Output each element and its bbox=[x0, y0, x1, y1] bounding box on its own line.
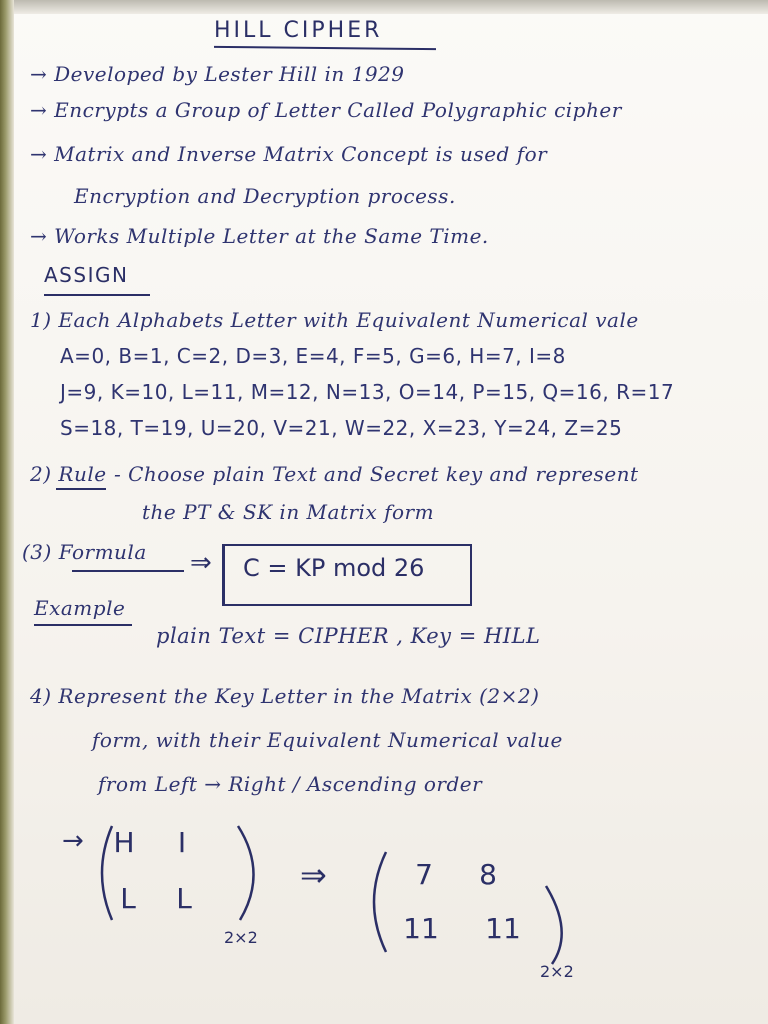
step2-text: - Choose plain Text and Secret key and represent bbox=[114, 462, 639, 486]
intro-line-5: → Works Multiple Letter at the Same Time. bbox=[30, 224, 489, 248]
matrix-number-11-1: 11 bbox=[403, 912, 439, 945]
step2-label: 2) Rule bbox=[30, 462, 107, 486]
formula-underline bbox=[72, 570, 184, 572]
matrix-dim-left: 2×2 bbox=[224, 928, 258, 947]
intro-line-4: Encryption and Decryption process. bbox=[74, 184, 456, 208]
right-paren-left bbox=[374, 852, 386, 952]
intro-line-1: → Developed by Lester Hill in 1929 bbox=[30, 62, 405, 86]
intro-line-2: → Encrypts a Group of Letter Called Polygraphic cipher bbox=[30, 98, 622, 122]
page-left-edge bbox=[0, 0, 14, 1024]
step2-text-2: the PT & SK in Matrix form bbox=[142, 500, 435, 524]
example-label: Example bbox=[34, 596, 126, 620]
formula-text: C = KP mod 26 bbox=[243, 554, 425, 582]
right-paren-right bbox=[546, 886, 562, 964]
intro-line-3: → Matrix and Inverse Matrix Concept is used for bbox=[30, 142, 548, 166]
matrix-number-7: 7 bbox=[415, 858, 433, 891]
matrix-arrow-left: → bbox=[62, 826, 84, 856]
title-underline bbox=[214, 46, 436, 50]
matrix-dim-right: 2×2 bbox=[540, 962, 574, 981]
formula-box bbox=[222, 544, 472, 606]
step4-line-1: 4) Represent the Key Letter in the Matrix (2×2) bbox=[30, 684, 540, 708]
page-title: HILL CIPHER bbox=[214, 18, 383, 43]
alphabet-row-2: J=9, K=10, L=11, M=12, N=13, O=14, P=15, Q=16, R=17 bbox=[60, 380, 675, 404]
step3-label: (3) Formula bbox=[22, 540, 147, 564]
matrix-letter-i: I bbox=[177, 826, 187, 859]
matrix-number-11-2: 11 bbox=[485, 912, 521, 945]
example-underline bbox=[34, 624, 132, 626]
matrix-arrow-mid: ⇒ bbox=[300, 856, 327, 894]
alphabet-row-1: A=0, B=1, C=2, D=3, E=4, F=5, G=6, H=7, I=8 bbox=[60, 344, 566, 368]
example-text: plain Text = CIPHER , Key = HILL bbox=[156, 624, 541, 648]
matrix-letter-h: H bbox=[113, 826, 135, 859]
matrix-letter-l-2: L bbox=[176, 882, 192, 915]
left-paren-right bbox=[238, 826, 254, 920]
matrix-letter-l-1: L bbox=[120, 882, 136, 915]
step4-line-2: form, with their Equivalent Numerical value bbox=[92, 728, 563, 752]
matrix-number-8: 8 bbox=[479, 858, 497, 891]
assign-underline bbox=[44, 294, 150, 296]
alphabet-row-3: S=18, T=19, U=20, V=21, W=22, X=23, Y=24, Z=25 bbox=[60, 416, 623, 440]
assign-heading: ASSIGN bbox=[44, 263, 129, 287]
page-top-edge bbox=[0, 0, 768, 14]
formula-arrow: ⇒ bbox=[190, 548, 212, 578]
rule-underline bbox=[56, 488, 106, 490]
step4-line-3: from Left → Right / Ascending order bbox=[98, 772, 483, 796]
step1-text: 1) Each Alphabets Letter with Equivalent Numerical vale bbox=[30, 308, 639, 332]
